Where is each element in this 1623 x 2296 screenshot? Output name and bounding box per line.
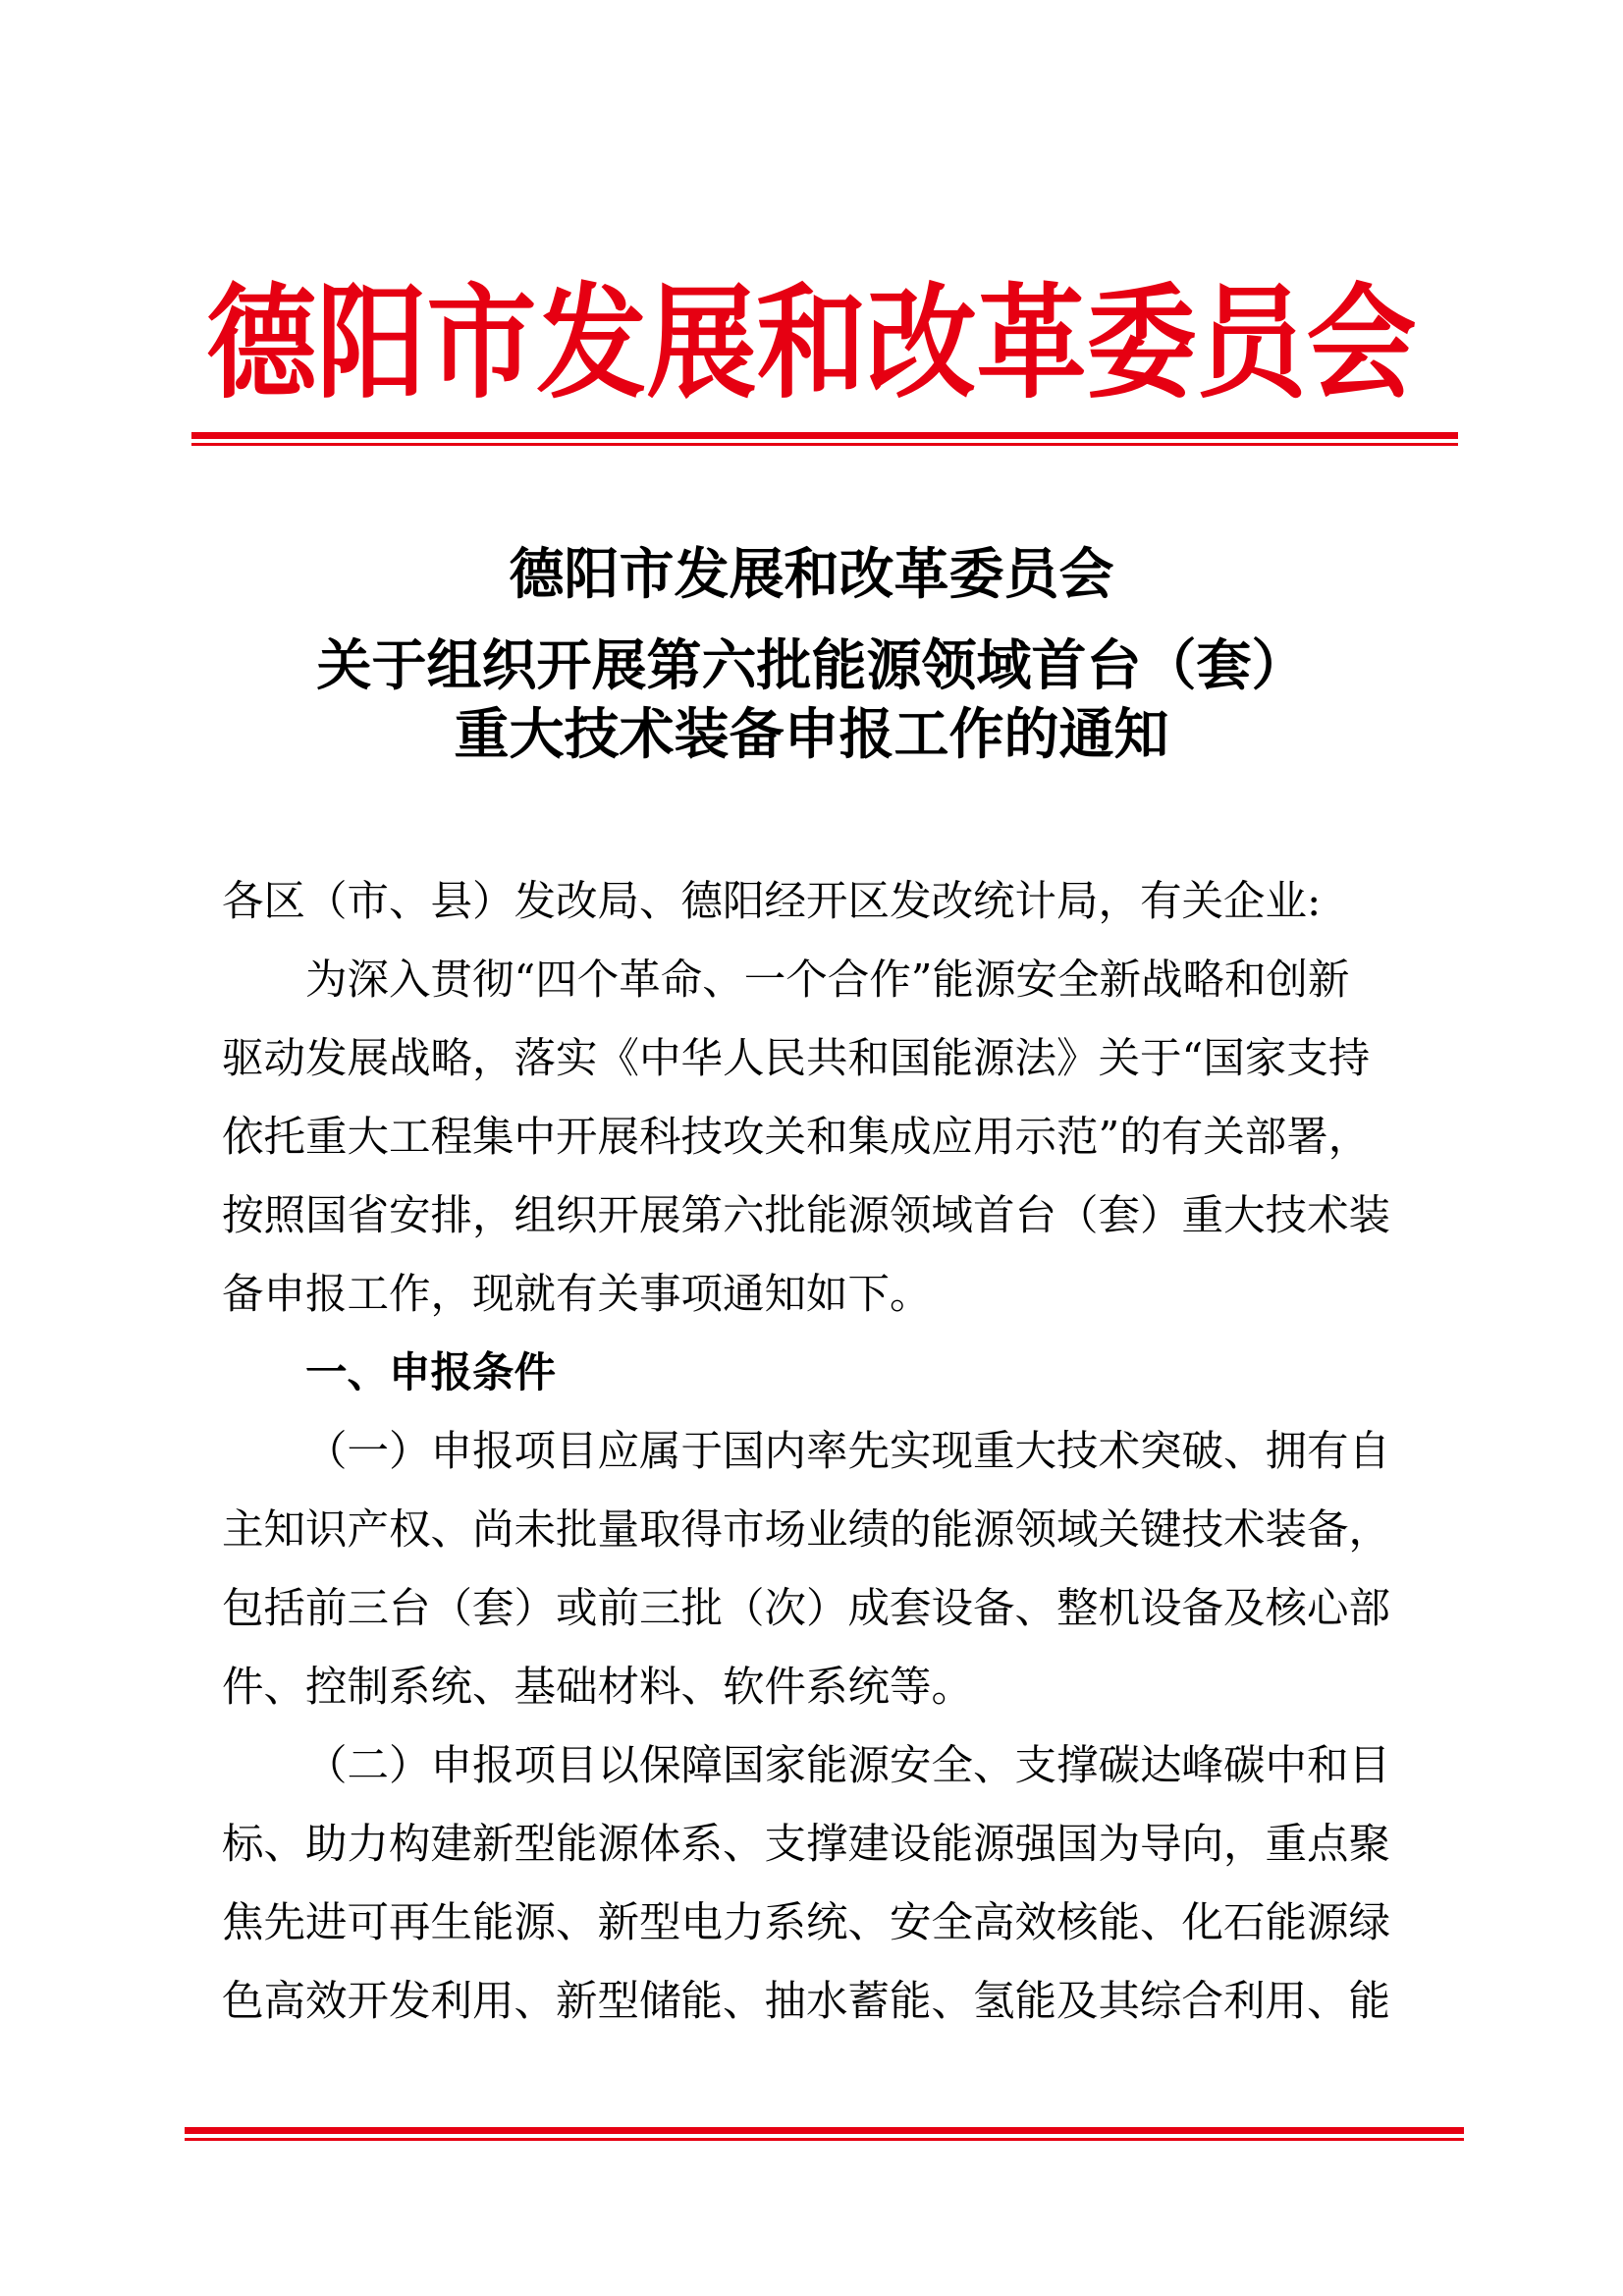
item1-line-1: （一）申报项目应属于国内率先实现重大技术突破、拥有自 (305, 1428, 1391, 1476)
intro-line-2: 驱动发展战略，落实《中华人民共和国能源法》关于“国家支持 (222, 1035, 1371, 1083)
item1-line-2: 主知识产权、尚未批量取得市场业绩的能源领域关键技术装备， (222, 1506, 1391, 1555)
item2-line-3: 焦先进可再生能源、新型电力系统、安全高效核能、化石能源绿 (222, 1899, 1391, 1947)
item1-line-3: 包括前三台（套）或前三批（次）成套设备、整机设备及核心部 (222, 1585, 1391, 1633)
item2-line-2: 标、助力构建新型能源体系、支撑建设能源强国为导向，重点聚 (222, 1821, 1391, 1869)
intro-line-3: 依托重大工程集中开展科技攻关和集成应用示范”的有关部署， (222, 1114, 1371, 1162)
footer-rule-thick (185, 2127, 1464, 2134)
item1-line-4: 件、控制系统、基础材料、软件系统等。 (222, 1664, 974, 1712)
doc-title-line-2: 关于组织开展第六批能源领域首台（套） (316, 633, 1307, 698)
item2-line-1: （二）申报项目以保障国家能源安全、支撑碳达峰碳中和目 (305, 1742, 1391, 1790)
letterhead-org-name: 德阳市发展和改革委员会 (206, 271, 1417, 416)
intro-line-4: 按照国省安排，组织开展第六批能源领域首台（套）重大技术装 (222, 1192, 1391, 1240)
item2-line-4: 色高效开发利用、新型储能、抽水蓄能、氢能及其综合利用、能 (222, 1978, 1391, 2026)
doc-title-line-3: 重大技术装备申报工作的通知 (454, 702, 1169, 767)
footer-rule-thin (185, 2138, 1464, 2141)
intro-line-1: 为深入贯彻“四个革命、一个合作”能源安全新战略和创新 (305, 957, 1350, 1005)
doc-title-line-1: 德阳市发展和改革委员会 (509, 542, 1114, 607)
section-heading-1: 一、申报条件 (305, 1349, 557, 1397)
letterhead-rule-thick (191, 432, 1458, 439)
salutation: 各区（市、县）发改局、德阳经开区发改统计局，有关企业: (222, 878, 1322, 926)
intro-line-5: 备申报工作，现就有关事项通知如下。 (222, 1271, 932, 1319)
letterhead-rule-thin (191, 443, 1458, 446)
